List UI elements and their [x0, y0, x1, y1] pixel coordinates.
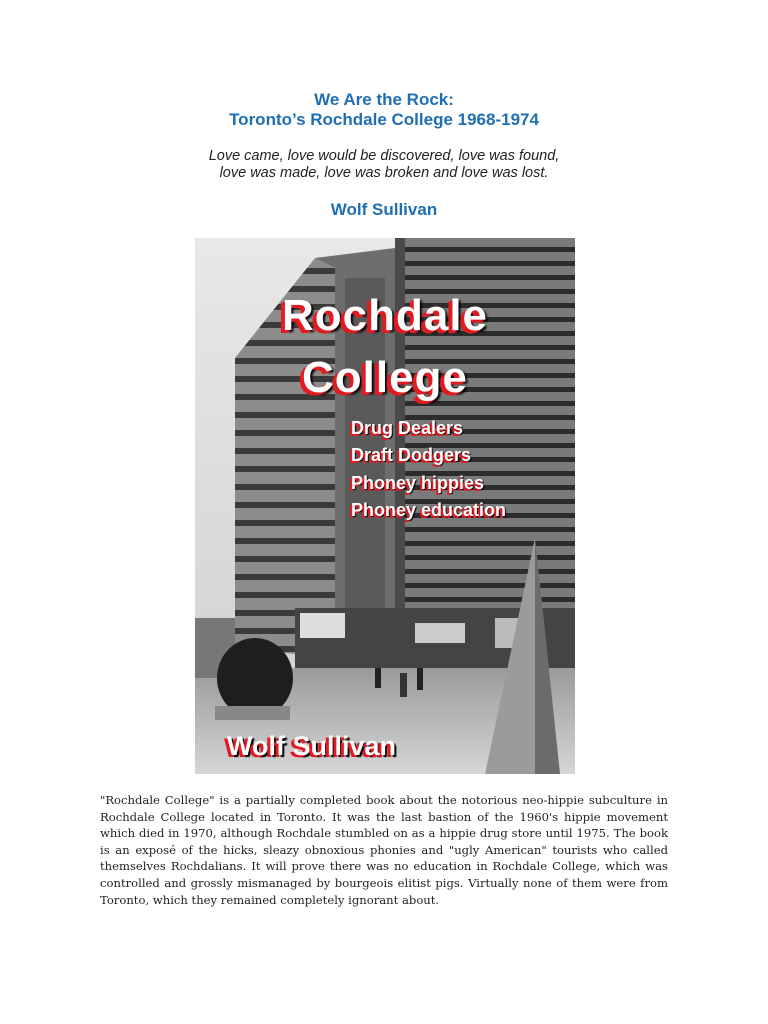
cover-tagline: Phoney education	[351, 500, 507, 520]
book-cover-image	[195, 238, 575, 774]
epigraph-line-1: Love came, love would be discovered, love was found,	[208, 148, 560, 164]
book-title: We Are the Rock:	[314, 90, 454, 109]
cover-tagline: Draft Dodgers	[351, 445, 472, 465]
cover-tagline: Phoney hippies	[351, 473, 485, 493]
book-subtitle: Toronto’s Rochdale College 1968-1974	[229, 110, 539, 129]
book-description: "Rochdale College" is a partially completed book about the notorious neo-hippie subculture in Rochdale College located in Toronto. It was the last bastion of the 1960's hippie movement which died in 1970, although Rochdale stumbled on as a hippie drug store until 1975. The book is an exposé of the hicks, sleazy obnoxious phonies and "ugly American" tourists who called themselves Rochdalians. It will prove there was no education in Rochdale College, which was controlled and grossly mismanaged by bourgeois elitist pigs. Virtually none of them were from Toronto, which they remained completely ignorant about.	[100, 793, 668, 907]
cover-title-line-2: College	[302, 353, 468, 402]
epigraph-line-2: love was made, love was broken and love was lost.	[219, 165, 549, 181]
cover-tagline: Drug Dealers	[351, 418, 464, 438]
author-name: Wolf Sullivan	[330, 200, 438, 219]
cover-title-line-1: Rochdale	[281, 291, 489, 340]
cover-author: Wolf Sullivan	[227, 731, 397, 761]
